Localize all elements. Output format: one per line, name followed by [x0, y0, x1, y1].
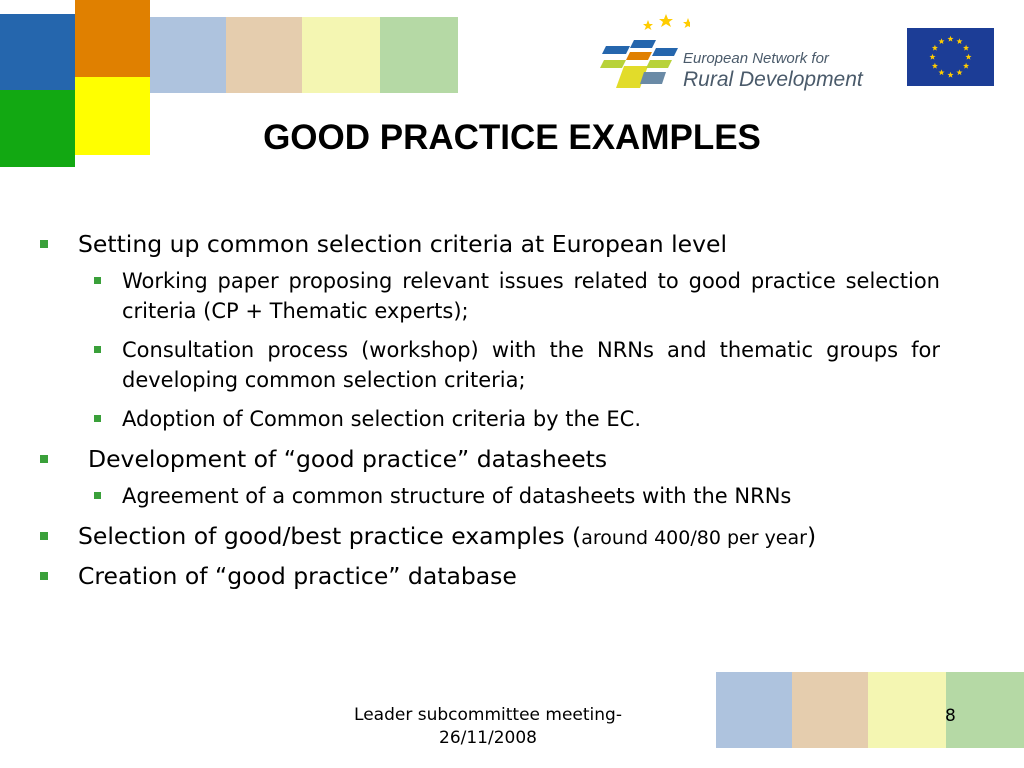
bullet-item	[40, 443, 940, 475]
bullet-text-close: )	[806, 522, 817, 550]
bullet-marker	[94, 492, 101, 499]
bullet-text: Selection of good/best practice examples (	[78, 522, 582, 550]
sub-bullet-text: Working paper proposing relevant issues related to good practice selection criteria (CP + Thematic experts);	[122, 269, 940, 323]
sub-bullet-item	[40, 335, 940, 395]
enrd-logo-text	[683, 50, 863, 92]
bullet-marker	[40, 572, 48, 580]
page-number: 8	[945, 706, 956, 726]
decor-block-tan	[226, 17, 302, 93]
sub-bullet-item	[40, 266, 940, 326]
bullet-marker	[40, 455, 48, 463]
bullet-text: Development of “good practice” datasheets	[88, 445, 608, 473]
bullet-text: Creation of “good practice” database	[78, 562, 517, 590]
decor-block-orange	[75, 0, 150, 77]
decor-block-lightgreen	[380, 17, 458, 93]
eu-flag-icon	[907, 28, 994, 86]
decor-block-blue	[0, 14, 75, 90]
bullet-marker	[40, 240, 48, 248]
sub-bullet-text: Adoption of Common selection criteria by the EC.	[122, 407, 642, 431]
decor-block-cream	[868, 672, 946, 748]
sub-bullet-item	[40, 404, 940, 434]
decor-block-tan	[792, 672, 868, 748]
bullet-marker	[94, 415, 101, 422]
bullet-text: Setting up common selection criteria at European level	[78, 230, 728, 258]
decor-block-lightblue	[150, 17, 226, 93]
footer-line-2: 26/11/2008	[439, 728, 537, 748]
bullet-item	[40, 228, 940, 260]
bullet-text-small: around 400/80 per year	[581, 527, 807, 549]
logo-line-2: Rural Development	[683, 68, 863, 91]
bullet-item	[40, 560, 940, 592]
sub-bullet-item	[40, 481, 940, 511]
bullet-marker	[40, 532, 48, 540]
decor-block-cream	[302, 17, 380, 93]
bullet-item	[40, 520, 940, 554]
logo-line-1: European Network for	[683, 50, 829, 67]
page-title: GOOD PRACTICE EXAMPLES	[263, 118, 761, 157]
footer-line-1: Leader subcommittee meeting-	[354, 705, 622, 725]
footer-text	[318, 704, 658, 750]
decor-block-lightgreen	[946, 672, 1024, 748]
sub-bullet-text: Agreement of a common structure of datasheets with the NRNs	[122, 484, 792, 508]
bullet-marker	[94, 346, 101, 353]
bullet-list	[40, 228, 940, 598]
enrd-logo-icon	[600, 4, 690, 94]
bullet-marker	[94, 277, 101, 284]
decor-block-lightblue	[716, 672, 792, 748]
sub-bullet-text: Consultation process (workshop) with the NRNs and thematic groups for developing common selection criteria;	[122, 338, 940, 392]
